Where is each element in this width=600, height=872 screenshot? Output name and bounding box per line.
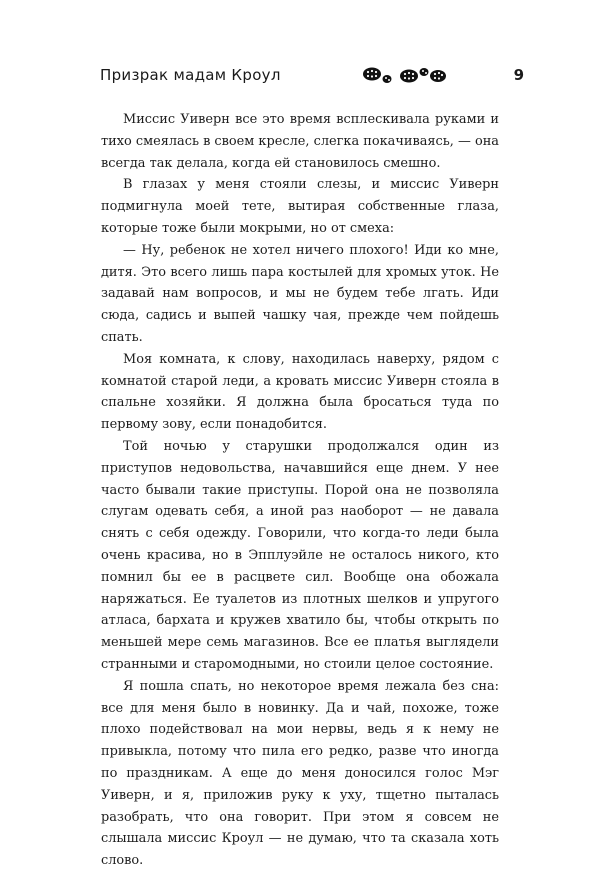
running-header — [100, 64, 524, 86]
paragraph: Миссис Уиверн все это время всплескивала руками и тихо смеялась в своем кресле, слегка покачиваясь, — она всегда так делала, когда ей становилось смешно. — [101, 112, 499, 171]
body-text — [101, 109, 499, 872]
page-number: 9 — [513, 66, 524, 84]
paragraph: — Ну, ребенок не хотел ничего плохого! Иди ко мне, дитя. Это всего лишь пара костылей для хромых уток. Не задавай нам вопросов, и мы не будем тебе лгать. Иди сюда, садись и выпей чашку чая, прежде чем пойдешь спать. — [101, 242, 499, 345]
footprints-icon — [360, 64, 448, 86]
paragraph: В глазах у меня стояли слезы, и миссис Уиверн подмигнула моей тете, вытирая собственные глаза, которые тоже были мокрыми, но от смеха: — [101, 177, 499, 236]
running-title: Призрак мадам Кроул — [100, 66, 281, 84]
paragraph: Той ночью у старушки продолжался один из приступов недовольства, начавшийся еще днем. У нее часто бывали такие приступы. Порой она не позволяла слугам одевать себя, а иной раз наоборот — не давала снять с себя одежду. Говорили, что когда-то леди была очень красива, но в Эпплуэйле не осталось никого, кто помнил бы ее в расцвете сил. Вообще она обожала наряжаться. Ее туалетов из плотных шелков и упругого атласа, бархата и кружев хватило бы, чтобы открыть по меньшей мере семь магазинов. Все ее платья выглядели странными и старомодными, но стоили целое состояние. — [101, 438, 499, 672]
paragraph: Я пошла спать, но некоторое время лежала без сна: все для меня было в новинку. Да и чай, похоже, тоже плохо подействовал на мои нервы, ведь я к нему не привыкла, потому что пила его редко, разве что иногда по праздникам. А еще до меня доносился голос Мэг Уиверн, и я, приложив руку к уху, тщетно пыталась разобрать, что она говорит. При этом я совсем не слышала миссис Кроул — не думаю, что та сказала хоть слово. — [101, 678, 499, 869]
paragraph: Моя комната, к слову, находилась наверху, рядом с комнатой старой леди, а кровать миссис Уиверн стояла в спальне хозяйки. Я должна была бросаться туда по первому зову, если понадобится. — [101, 351, 499, 433]
